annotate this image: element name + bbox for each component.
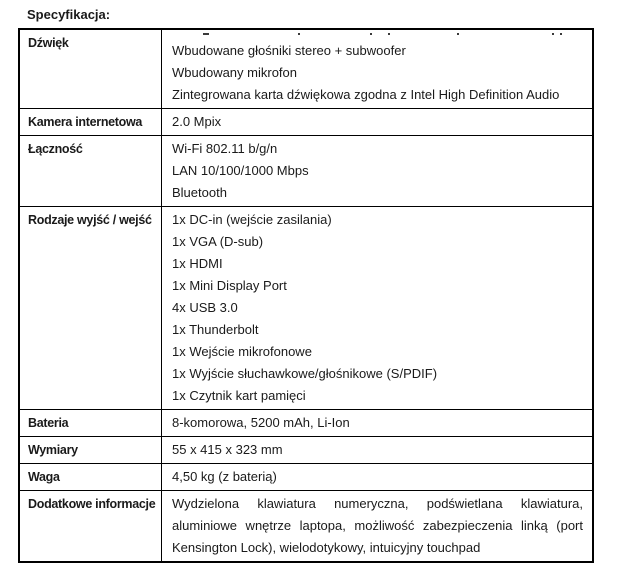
spec-value-line: 1x VGA (D-sub)	[172, 234, 264, 249]
page-title: Specyfikacja:	[27, 7, 111, 22]
spec-value-line: Wbudowane głośniki stereo + subwoofer	[172, 43, 406, 58]
table-row-bateria	[20, 409, 592, 436]
table-row-rodzaje-wyjsc-wejsc	[20, 206, 592, 409]
table-row-kamera	[20, 108, 592, 135]
spec-value-line: Bluetooth	[172, 185, 227, 200]
spec-value	[161, 30, 592, 108]
spec-value-line: 2.0 Mpix	[172, 114, 222, 129]
spec-value	[161, 109, 592, 135]
spec-value-line: 1x Wyjście słuchawkowe/głośnikowe (S/PDIF)	[172, 366, 438, 381]
spec-label: Wymiary	[28, 443, 78, 457]
spec-value	[161, 207, 592, 409]
spec-label: Kamera internetowa	[28, 115, 143, 129]
spec-value-line: 55 x 415 x 323 mm	[172, 442, 283, 457]
spec-value	[161, 410, 592, 436]
clipped-text-remnant	[172, 31, 583, 40]
spec-value-line: 1x Thunderbolt	[172, 322, 259, 337]
spec-label: Dodatkowe informacje	[28, 497, 156, 511]
spec-value-paragraph: Wydzielona klawiatura numeryczna, podświetlana klawiatura, aluminiowe wnętrze laptopa, możliwość zabezpieczenia linką (port Kensington Lock), wielodotykowy, intuicyjny touchpad	[172, 496, 583, 555]
spec-value-line: Wi-Fi 802.11 b/g/n	[172, 141, 278, 156]
table-row-lacznosc	[20, 135, 592, 206]
spec-label: Łączność	[28, 142, 83, 156]
spec-value-line: Zintegrowana karta dźwiękowa zgodna z Intel High Definition Audio	[172, 87, 560, 102]
spec-value	[161, 491, 592, 561]
spec-label: Rodzaje wyjść / wejść	[28, 213, 152, 227]
spec-label: Dźwięk	[28, 36, 69, 50]
table-row-dodatkowe-informacje	[20, 490, 592, 561]
spec-value-line: 1x Czytnik kart pamięci	[172, 388, 306, 403]
spec-value-line: 1x Mini Display Port	[172, 278, 287, 293]
spec-value-line: 1x HDMI	[172, 256, 223, 271]
spec-value-line: LAN 10/100/1000 Mbps	[172, 163, 309, 178]
specification-table	[18, 28, 594, 563]
spec-value-line: Wbudowany mikrofon	[172, 65, 297, 80]
spec-label: Bateria	[28, 416, 69, 430]
spec-value	[161, 464, 592, 490]
table-row-waga	[20, 463, 592, 490]
table-row-wymiary	[20, 436, 592, 463]
spec-value-line: 1x DC-in (wejście zasilania)	[172, 212, 332, 227]
spec-value-line: 4x USB 3.0	[172, 300, 238, 315]
table-row-dzwiek	[20, 30, 592, 108]
spec-value-line: 1x Wejście mikrofonowe	[172, 344, 312, 359]
spec-value	[161, 437, 592, 463]
spec-value-line: 8-komorowa, 5200 mAh, Li-Ion	[172, 415, 350, 430]
spec-value	[161, 136, 592, 206]
spec-label: Waga	[28, 470, 60, 484]
spec-value-line: 4,50 kg (z baterią)	[172, 469, 277, 484]
